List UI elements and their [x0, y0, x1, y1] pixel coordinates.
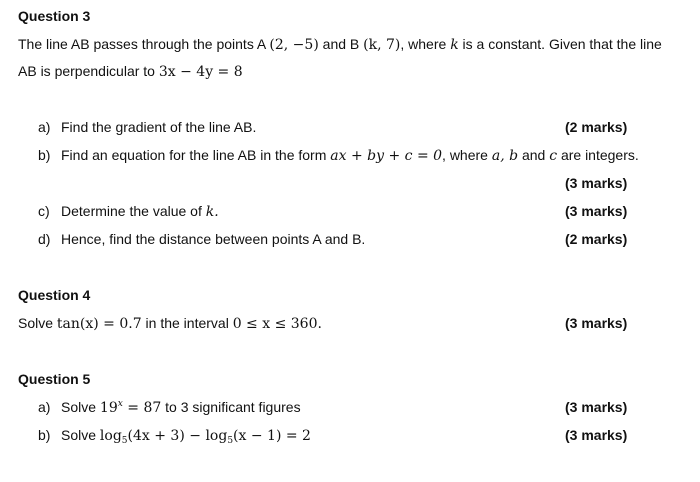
- question-5a-text: [61, 399, 301, 416]
- log-base: 5: [227, 436, 234, 446]
- constant-k: k.: [205, 204, 219, 220]
- variables-ab: a, b: [491, 148, 519, 164]
- intro-text: is a constant. Given that the line: [458, 36, 662, 52]
- question-3-intro-line-1: [18, 36, 662, 53]
- intro-text: The line AB passes through the points A: [18, 36, 270, 52]
- interval: 0 ≤ x ≤ 360.: [232, 316, 322, 332]
- question-3c-text: [61, 203, 219, 220]
- question-5b-label: b): [38, 427, 51, 443]
- constant-k: k: [450, 37, 459, 53]
- question-5a-marks: (3 marks): [565, 399, 628, 415]
- tan-equation: tan(x) = 0.7: [56, 316, 142, 332]
- question-3a-marks: (2 marks): [565, 119, 628, 135]
- question-3b-text-part: , where: [442, 147, 492, 163]
- question-5b-text-part: Solve: [61, 427, 100, 443]
- question-4-text: [18, 315, 322, 332]
- question-3d-label: d): [38, 231, 51, 247]
- equals-value: = 87: [122, 400, 162, 416]
- equation-form: ax + by + c = 0: [330, 148, 443, 164]
- question-3-intro-line-2: [18, 63, 243, 80]
- log-argument: (x − 1) = 2: [233, 428, 311, 444]
- exponent: x: [117, 399, 123, 409]
- question-5a-text-part: Solve: [61, 399, 100, 415]
- question-3b-text-part: are integers.: [557, 147, 639, 163]
- question-4-text-part: Solve: [18, 315, 57, 331]
- question-3c-marks: (3 marks): [565, 203, 628, 219]
- point-a: (2, −5): [269, 37, 319, 53]
- log-base: 5: [121, 436, 128, 446]
- question-5-heading: Question 5: [18, 371, 91, 387]
- question-3b-label: b): [38, 147, 51, 163]
- line-equation: 3x − 4y = 8: [158, 64, 243, 80]
- question-3c-label: c): [38, 203, 50, 219]
- point-b: (k, 7): [363, 37, 401, 53]
- question-3c-text-part: Determine the value of: [61, 203, 206, 219]
- question-3b-text: [61, 147, 639, 164]
- question-5a-text-part: to 3 significant figures: [161, 399, 301, 415]
- base: 19: [99, 400, 118, 416]
- question-5a-label: a): [38, 399, 51, 415]
- question-4-marks: (3 marks): [565, 315, 628, 331]
- question-3d-text: Hence, find the distance between points A and B.: [61, 231, 366, 247]
- intro-text: , where: [400, 36, 451, 52]
- variable-c: c: [549, 148, 558, 164]
- question-3a-label: a): [38, 119, 51, 135]
- log-argument: (4x + 3) −: [127, 428, 206, 444]
- question-5b-marks: (3 marks): [565, 427, 628, 443]
- question-3b-text-part: and: [518, 147, 550, 163]
- question-3b-text-part: Find an equation for the line AB in the form: [61, 147, 331, 163]
- question-3b-marks: (3 marks): [565, 175, 628, 191]
- question-3-heading: Question 3: [18, 8, 91, 24]
- intro-text: and B: [318, 36, 364, 52]
- intro-text: AB is perpendicular to: [18, 63, 159, 79]
- question-3a-text: Find the gradient of the line AB.: [61, 119, 257, 135]
- exponent-equation: [100, 400, 161, 416]
- log-function: log: [205, 428, 228, 444]
- log-function: log: [99, 428, 122, 444]
- question-4-text-part: in the interval: [141, 315, 233, 331]
- log-equation: [100, 428, 311, 444]
- question-3d-marks: (2 marks): [565, 231, 628, 247]
- question-4-heading: Question 4: [18, 287, 91, 303]
- question-5b-text: [61, 427, 311, 444]
